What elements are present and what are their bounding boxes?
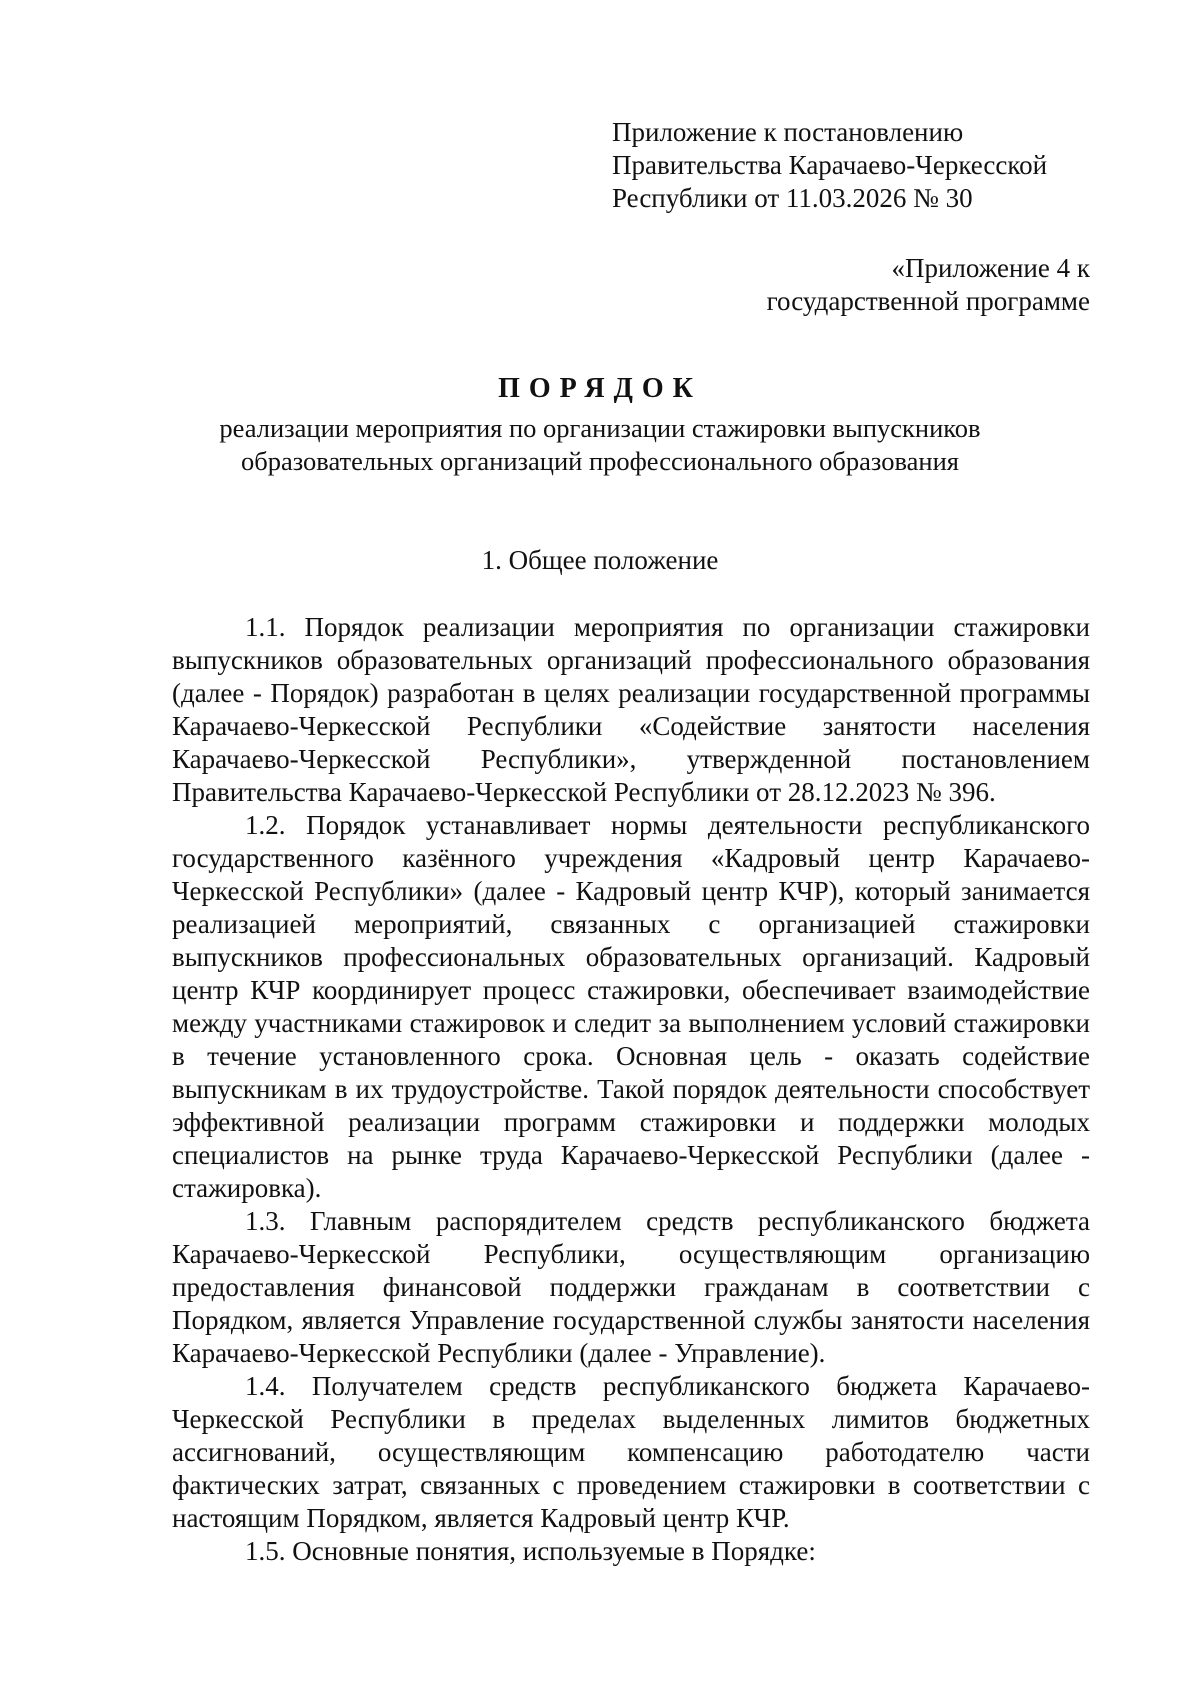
- program-appendix-reference: [767, 252, 1090, 318]
- section-heading: 1. Общее положение: [481, 545, 719, 575]
- program-appendix-line: государственной программе: [766, 286, 1090, 316]
- appendix-line: Приложение к постановлению: [612, 117, 964, 147]
- paragraph-1-4: 1.4. Получателем средств республиканского бюджета Карачаево-Черкесской Республики в пределах выделенных лимитов бюджетных ассигнований, осуществляющим компенсацию работодателю части фактических затрат, связанных с проведением стажировки в соответствии с настоящим Порядком, является Кадровый центр КЧР.: [172, 1371, 1090, 1533]
- document-title: ПОРЯДОК: [498, 373, 702, 404]
- paragraph-1-5: 1.5. Основные понятия, используемые в Порядке:: [245, 1536, 816, 1566]
- appendix-line: Правительства Карачаево-Черкесской: [612, 150, 1048, 180]
- paragraph-1-2: 1.2. Порядок устанавливает нормы деятельности республиканского государственного казённого учреждения «Кадровый центр Карачаево-Черкесской Республики» (далее - Кадровый центр КЧР), который занимается реализацией мероприятий, связанных с организацией стажировки выпускников профессиональных образовательных организаций. Кадровый центр КЧР координирует процесс стажировки, обеспечивает взаимодействие между участниками стажировок и следит за выполнением условий стажировки в течение установленного срока. Основная цель - оказать содействие выпускникам в их трудоустройстве. Такой порядок деятельности способствует эффективной реализации программ стажировки и поддержки молодых специалистов на рынке труда Карачаево-Черкесской Республики (далее - стажировка).: [172, 810, 1090, 1203]
- paragraph-1-1: 1.1. Порядок реализации мероприятия по организации стажировки выпускников образовательных организаций профессионального образования (далее - Порядок) разработан в целях реализации государственной программы Карачаево-Черкесской Республики «Содействие занятости населения Карачаево-Черкесской Республики», утвержденной постановлением Правительства Карачаево-Черкесской Республики от 28.12.2023 № 396.: [172, 612, 1090, 807]
- appendix-line: Республики от 11.03.2026 № 30: [612, 183, 973, 213]
- program-appendix-line: «Приложение 4 к: [891, 253, 1090, 283]
- section-body: [172, 611, 1090, 1568]
- subtitle-line: реализации мероприятия по организации стажировки выпускников: [219, 413, 981, 443]
- appendix-reference: [612, 116, 1047, 215]
- paragraph-1-3: 1.3. Главным распорядителем средств республиканского бюджета Карачаево-Черкесской Республики, осуществляющим организацию предоставления финансовой поддержки гражданам в соответствии с Порядком, является Управление государственной службы занятости населения Карачаево-Черкесской Республики (далее - Управление).: [172, 1206, 1090, 1368]
- document-subtitle: [0, 412, 1200, 478]
- subtitle-line: образовательных организаций профессионального образования: [241, 446, 959, 476]
